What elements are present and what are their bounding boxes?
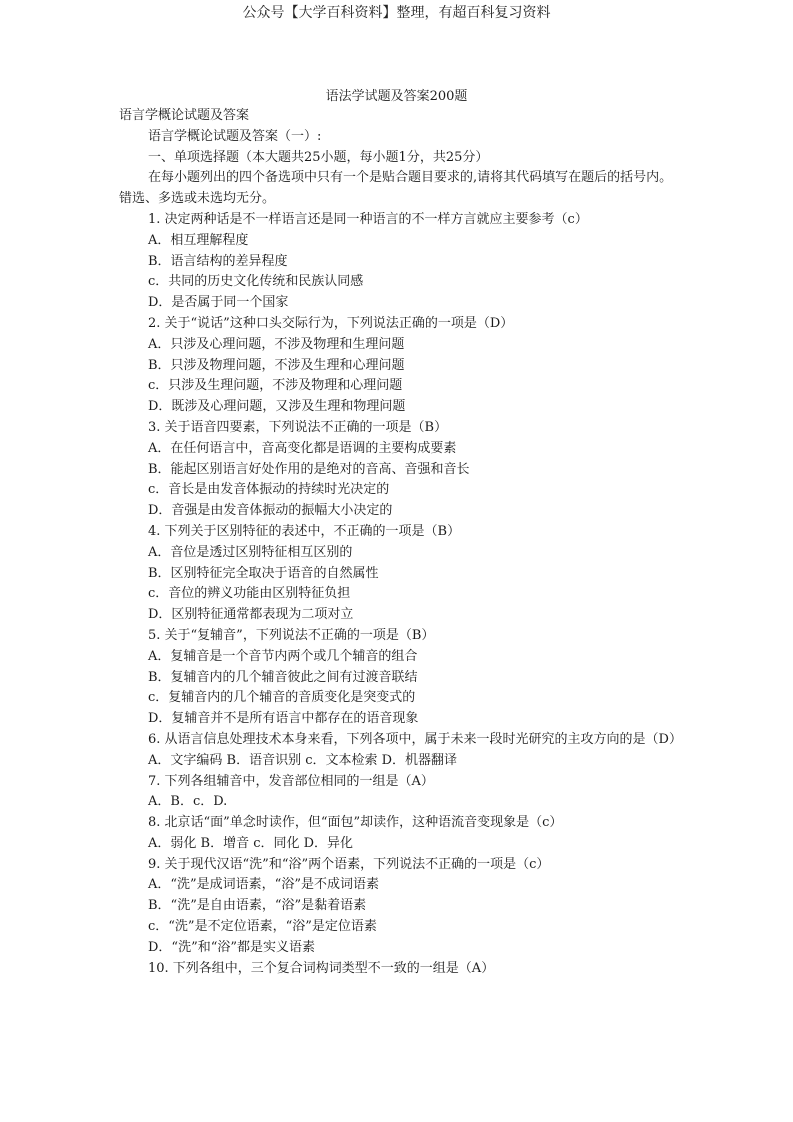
question-stem: 8. 北京话“面”单念时读作，但“面包”却读作，这种语流音变现象是（c） — [148, 815, 563, 831]
question-stem: 6. 从语言信息处理技术本身来看，下列各项中，属于未来一段时光研究的主攻方向的是（D） — [148, 731, 682, 747]
document-body — [119, 106, 682, 979]
answer-option: A．复辅音是一个音节内两个或几个辅音的组合 — [148, 648, 418, 664]
answer-option: c．复辅音内的几个辅音的音质变化是突变式的 — [148, 690, 416, 706]
answer-option: c．音位的辨义功能由区别特征负担 — [148, 586, 351, 602]
answer-option: B．区别特征完全取决于语音的自然属性 — [148, 565, 379, 581]
answer-option: A．弱化 B．增音 c．同化 D．异化 — [148, 835, 354, 851]
answer-option: B．“洗”是自由语素，“浴”是黏着语素 — [148, 898, 367, 914]
document-subtitle: 语言学概论试题及答案 — [119, 108, 250, 123]
answer-option: A．只涉及心理问题，不涉及物理和生理问题 — [148, 336, 405, 352]
answer-option: A．文字编码 B．语音识别 c．文本检索 D．机器翻译 — [148, 752, 458, 768]
section-title: 语言学概论试题及答案（一）: — [148, 128, 322, 144]
answer-option: A．音位是透过区别特征相互区别的 — [148, 544, 353, 560]
instructions: 在每小题列出的四个备选项中只有一个是贴合题目要求的,请将其代码填写在题后的括号内。错选、多选或未选均无分。 — [119, 170, 673, 207]
question-stem: 9. 关于现代汉语“洗”和“浴”两个语素，下列说法不正确的一项是（c） — [148, 856, 550, 872]
answer-option: B．能起区别语言好处作用的是绝对的音高、音强和音长 — [148, 461, 470, 477]
answer-option: D．是否属于同一个国家 — [148, 295, 289, 311]
answer-option: D．“洗”和“浴”都是实义语素 — [148, 939, 316, 955]
question-stem: 5. 关于“复辅音”，下列说法不正确的一项是（B） — [148, 627, 435, 643]
question-stem: 2. 关于“说话”这种口头交际行为，下列说法正确的一项是（D） — [148, 315, 514, 331]
answer-option: c．共同的历史文化传统和民族认同感 — [148, 274, 364, 290]
header-note: 公众号【大学百科资料】整理，有超百科复习资料 — [242, 5, 551, 21]
answer-option: B．只涉及物理问题，不涉及生理和心理问题 — [148, 357, 405, 373]
question-stem: 4. 下列关于区别特征的表述中，不正确的一项是（B） — [148, 523, 461, 539]
answer-option: B．复辅音内的几个辅音彼此之间有过渡音联结 — [148, 669, 418, 685]
part-heading: 一、单项选择题（本大题共25小题，每小题1分，共25分） — [148, 149, 489, 165]
answer-option: D．区别特征通常都表现为二项对立 — [148, 607, 354, 623]
answer-option: D．音强是由发音体振动的振幅大小决定的 — [148, 503, 393, 519]
answer-option: c．音长是由发音体振动的持续时光决定的 — [148, 482, 390, 498]
answer-option: c．只涉及生理问题，不涉及物理和心理问题 — [148, 378, 403, 394]
question-stem: 7. 下列各组辅音中，发音部位相同的一组是（A） — [148, 773, 434, 789]
answer-option: D．复辅音并不是所有语言中都存在的语音现象 — [148, 711, 419, 727]
answer-option: D．既涉及心理问题，又涉及生理和物理问题 — [148, 399, 406, 415]
answer-option: A．“洗”是成词语素，“浴”是不成词语素 — [148, 877, 379, 893]
question-stem: 10. 下列各组中，三个复合词构词类型不一致的一组是（A） — [148, 960, 495, 976]
answer-option: A．B．c．D. — [148, 794, 228, 810]
answer-option: c．“洗”是不定位语素，“浴”是定位语素 — [148, 919, 377, 935]
document-title: 语法学试题及答案200题 — [325, 89, 468, 104]
answer-option: A．在任何语言中，音高变化都是语调的主要构成要素 — [148, 440, 457, 456]
question-stem: 1. 决定两种话是不一样语言还是同一种语言的不一样方言就应主要参考（c） — [148, 211, 588, 227]
answer-option: B．语言结构的差异程度 — [148, 253, 288, 269]
answer-option: A．相互理解程度 — [148, 232, 249, 248]
question-stem: 3. 关于语音四要素，下列说法不正确的一项是（B） — [148, 419, 448, 435]
